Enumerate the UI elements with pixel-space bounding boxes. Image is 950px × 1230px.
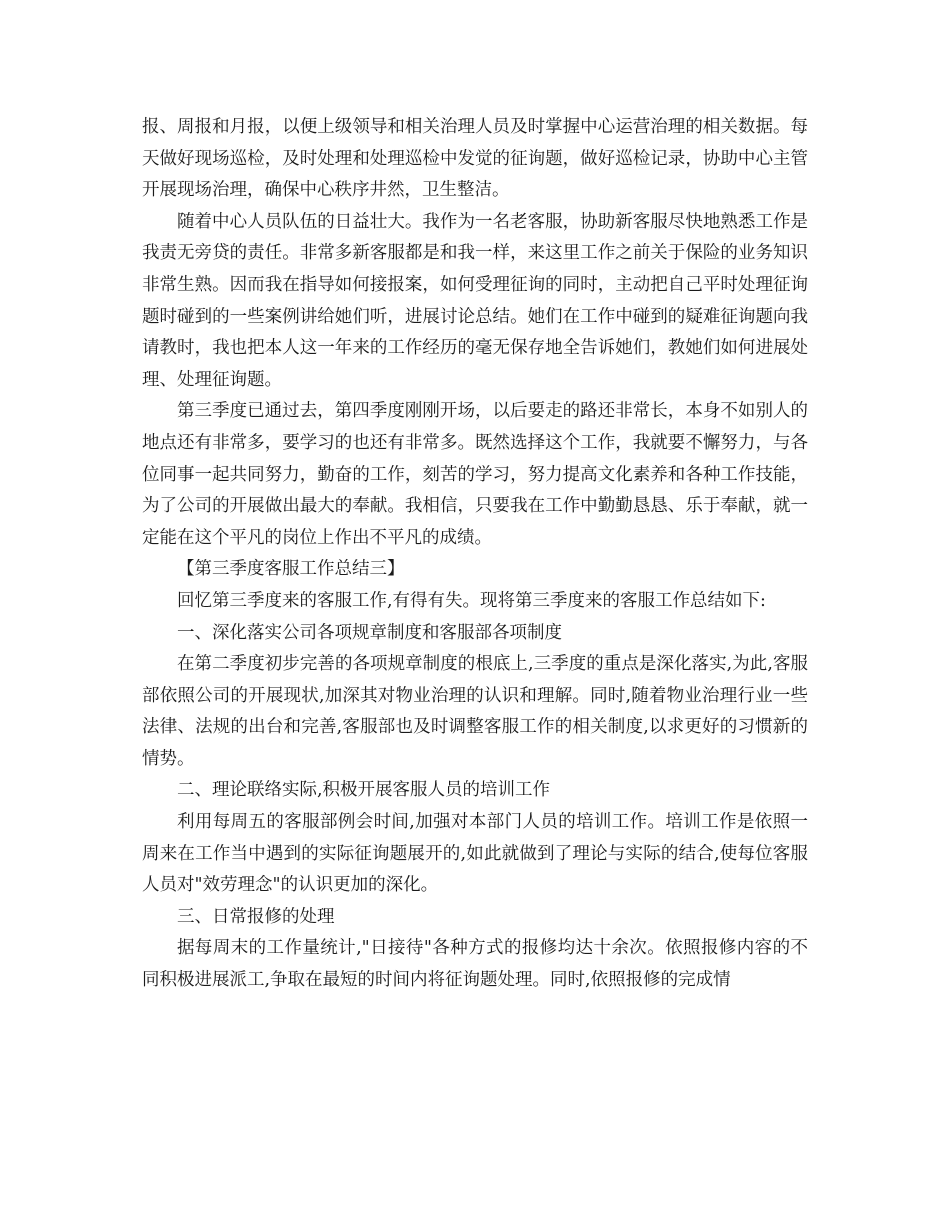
paragraph: 据每周末的工作量统计,"日接待"各种方式的报修均达十余次。依照报修内容的不同积极进展派工,争取在最短的时间内将征询题处理。同时,依照报修的完成情 xyxy=(142,938,808,991)
paragraph: 报、周报和月报，以便上级领导和相关治理人员及时掌握中心运营治理的相关数据。每天做好现场巡检，及时处理和处理巡检中发觉的征询题，做好巡检记录，协助中心主管开展现场治理，确保中心秩序井然，卫生整洁。 xyxy=(142,117,808,201)
paragraph: 回忆第三季度来的客服工作,有得有失。现将第三季度来的客服工作总结如下: xyxy=(177,590,766,611)
paragraph: 随着中心人员队伍的日益壮大。我作为一名老客服，协助新客服尽快地熟悉工作是我责无旁贷的责任。非常多新客服都是和我一样，来这里工作之前关于保险的业务知识非常生熟。因而我在指导如何接报案，如何受理征询的同时，主动把自己平时处理征询题时碰到的一些案例讲给她们听，进展讨论总结。她们在工作中碰到的疑难征询题向我请教时，我也把本人这一年来的工作经历的毫无保存地全告诉她们，教她们如何进展处理、处理征询题。 xyxy=(142,211,808,390)
section-heading: 【第三季度客服工作总结三】 xyxy=(177,559,405,580)
section-heading: 二、理论联络实际,积极开展客服人员的培训工作 xyxy=(177,780,551,801)
section-heading: 三、日常报修的处理 xyxy=(177,906,335,927)
document-body xyxy=(142,112,808,997)
paragraph: 利用每周五的客服部例会时间,加强对本部门人员的培训工作。培训工作是依照一周来在工作当中遇到的实际征询题展开的,如此就做到了理论与实际的结合,使每位客服人员对"效劳理念"的认识更加的深化。 xyxy=(142,812,808,896)
paragraph: 在第二季度初步完善的各项规章制度的根底上,三季度的重点是深化落实,为此,客服部依照公司的开展现状,加深其对物业治理的认识和理解。同时,随着物业治理行业一些法律、法规的出台和完善,客服部也及时调整客服工作的相关制度,以求更好的习惯新的情势。 xyxy=(142,654,808,769)
paragraph: 第三季度已通过去，第四季度刚刚开场，以后要走的路还非常长，本身不如别人的地点还有非常多，要学习的也还有非常多。既然选择这个工作，我就要不懈努力，与各位同事一起共同努力，勤奋的工作，刻苦的学习，努力提高文化素养和各种工作技能，为了公司的开展做出最大的奉献。我相信，只要我在工作中勤勤恳恳、乐于奉献，就一定能在这个平凡的岗位上作出不平凡的成绩。 xyxy=(142,401,808,548)
section-heading: 一、深化落实公司各项规章制度和客服部各项制度 xyxy=(177,622,562,643)
